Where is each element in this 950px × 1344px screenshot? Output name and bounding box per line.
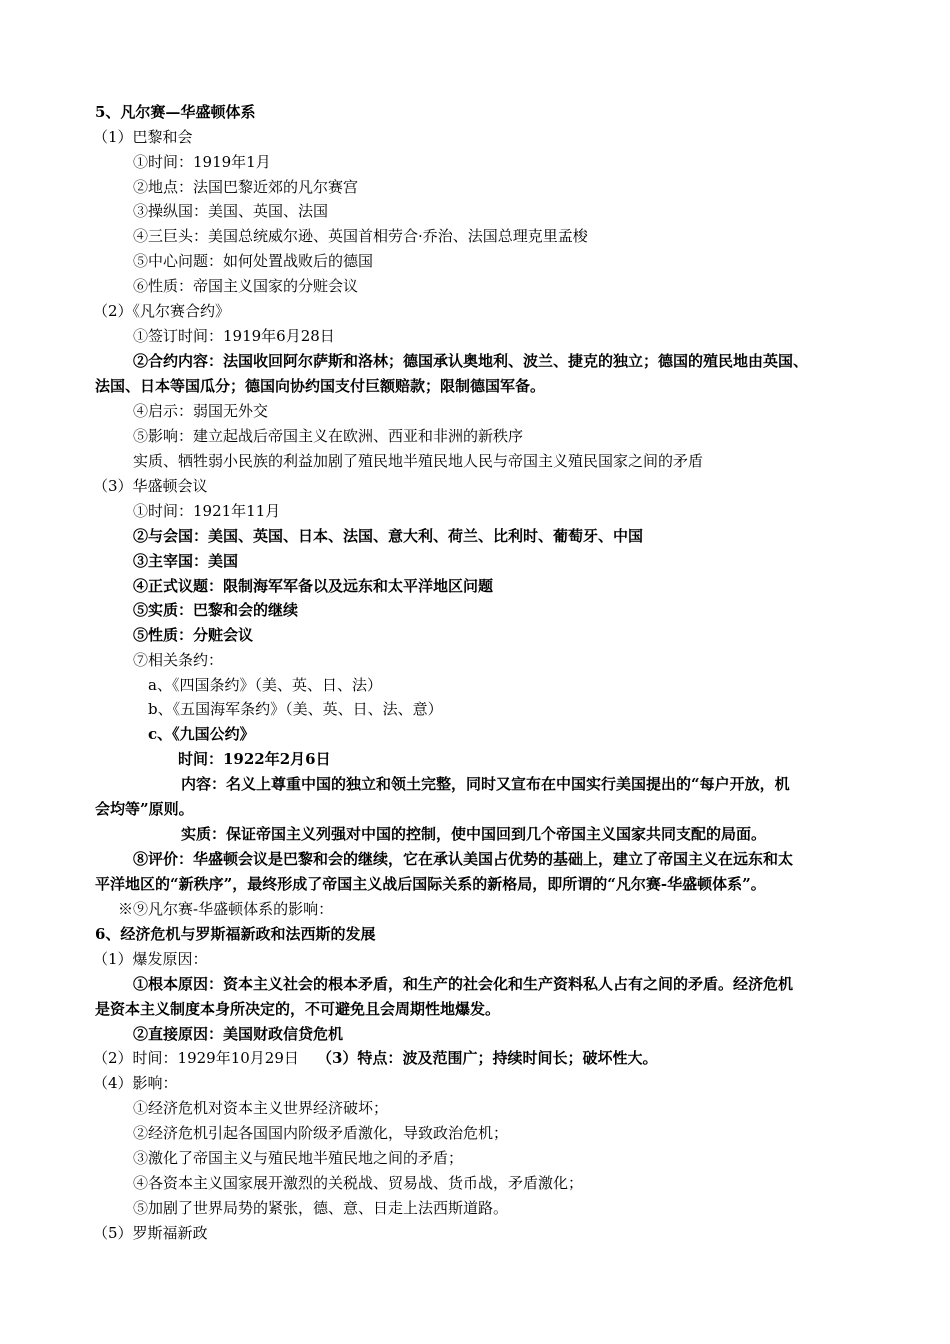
text-line: （2）时间：1929年10月29日 [93,1049,299,1067]
text-line: ③操纵国：美国、英国、法国 [133,202,329,220]
text-line: （4）影响： [93,1074,178,1092]
bold-text-line: 6、经济危机与罗斯福新政和法西斯的发展 [95,925,376,943]
bold-text-line: ⑤性质：分赃会议 [133,626,254,644]
text-line: ③激化了帝国主义与殖民地半殖民地之间的矛盾； [133,1149,464,1167]
text-line: ①经济危机对资本主义世界经济破坏； [133,1099,389,1117]
bold-text-line: ③主宰国：美国 [133,552,239,570]
bold-text-line: 是资本主义制度本身所决定的，不可避免且会周期性地爆发。 [95,1000,501,1018]
text-line: b、《五国海军条约》（美、英、日、法、意） [148,700,443,718]
bold-text-line: （3）特点：波及范围广；持续时间长；破坏性大。 [317,1049,658,1067]
text-line: （5）罗斯福新政 [93,1224,208,1242]
text-line: ⑥性质：帝国主义国家的分赃会议 [133,277,359,295]
bold-text-line: ②与会国：美国、英国、日本、法国、意大利、荷兰、比利时、葡萄牙、中国 [133,527,644,545]
text-line: （3）华盛顿会议 [93,477,208,495]
text-line: ⑤中心问题：如何处置战败后的德国 [133,252,374,270]
bold-text-line: 时间：1922年2月6日 [178,750,331,768]
bold-text-line: ⑤实质：巴黎和会的继续 [133,601,299,619]
text-line: ①签订时间：1919年6月28日 [133,327,335,345]
bold-text-line: ①根本原因：资本主义社会的根本矛盾，和生产的社会化和生产资料私人占有之间的矛盾。经济危机 [133,975,794,993]
text-line: （2）《凡尔赛合约》 [93,302,231,320]
bold-text-line: 法国、日本等国瓜分；德国向协约国支付巨额赔款；限制德国军备。 [95,377,546,395]
bold-text-line: 平洋地区的“新秩序”，最终形成了帝国主义战后国际关系的新格局，即所谓的“凡尔赛-华盛顿体系”。 [95,875,766,893]
text-line: ①时间：1919年1月 [133,153,271,171]
bold-text-line: c、《九国公约》 [148,725,255,743]
text-line: ※⑨凡尔赛-华盛顿体系的影响： [118,900,334,918]
text-line: ④三巨头：美国总统威尔逊、英国首相劳合·乔治、法国总理克里孟梭 [133,227,588,245]
bold-text-line: ②合约内容：法国收回阿尔萨斯和洛林；德国承认奥地利、波兰、捷克的独立；德国的殖民地由英国、 [133,352,809,370]
text-line: （1）巴黎和会 [93,128,193,146]
text-line: a、《四国条约》（美、英、日、法） [148,676,382,694]
bold-text-line: 5、凡尔赛—华盛顿体系 [95,103,256,121]
text-line: ⑤加剧了世界局势的紧张，德、意、日走上法西斯道路。 [133,1199,509,1217]
bold-text-line: ④正式议题：限制海军军备以及远东和太平洋地区问题 [133,577,494,595]
text-line: ②地点：法国巴黎近郊的凡尔赛宫 [133,178,359,196]
text-line: ④启示：弱国无外交 [133,402,269,420]
text-line: ⑦相关条约： [133,651,224,669]
bold-text-line: 实质：保证帝国主义列强对中国的控制，使中国回到几个帝国主义国家共同支配的局面。 [181,825,767,843]
text-line: ④各资本主义国家展开激烈的关税战、贸易战、货币战，矛盾激化； [133,1174,584,1192]
text-line: ①时间：1921年11月 [133,502,281,520]
bold-text-line: 会均等”原则。 [95,800,194,818]
text-line: ⑤影响：建立起战后帝国主义在欧洲、西亚和非洲的新秩序 [133,427,524,445]
bold-text-line: 内容：名义上尊重中国的独立和领土完整，同时又宣布在中国实行美国提出的“每户开放，机 [181,775,790,793]
text-line: 实质、牺牲弱小民族的利益加剧了殖民地半殖民地人民与帝国主义殖民国家之间的矛盾 [133,452,704,470]
bold-text-line: ⑧评价：华盛顿会议是巴黎和会的继续，它在承认美国占优势的基础上，建立了帝国主义在远东和太 [133,850,794,868]
text-line: ②经济危机引起各国国内阶级矛盾激化，导致政治危机； [133,1124,509,1142]
bold-text-line: ②直接原因：美国财政信贷危机 [133,1025,344,1043]
text-line: （1）爆发原因： [93,950,208,968]
